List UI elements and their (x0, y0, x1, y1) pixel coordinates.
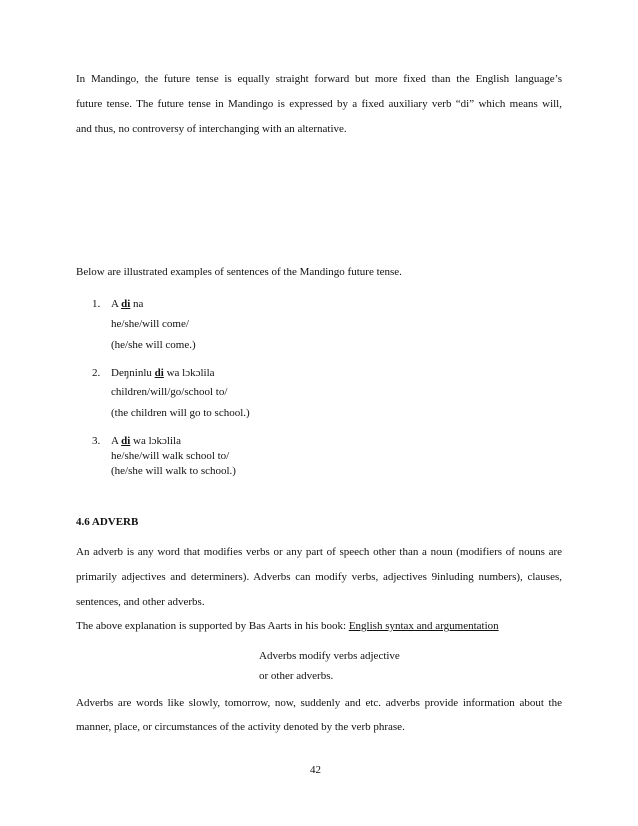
future-auxiliary: di (154, 367, 164, 379)
future-auxiliary: di (121, 298, 131, 310)
quote-line-1: Adverbs modify verbs adjective (259, 650, 400, 662)
intro-line-3: and thus, no controversy of interchanging with an alternative. (76, 123, 347, 135)
intro-line-2: future tense. The future tense in Mandingo is expressed by a fixed auxiliary verb “di” which means will, (76, 98, 562, 110)
future-auxiliary: di (121, 435, 131, 447)
book-title: English syntax and argumentation (348, 620, 499, 632)
support-line: The above explanation is supported by Bas Aarts in his book: English syntax and argumentation (76, 620, 499, 632)
example-number: 2. (92, 367, 101, 379)
example-number: 1. (92, 298, 101, 310)
example-translation: (the children will go to school.) (111, 407, 250, 419)
example-gloss: he/she/will come/ (111, 318, 189, 330)
example-gloss: children/will/go/school to/ (111, 386, 228, 398)
adverb-def-line-2: primarily adjectives and determiners). Adverbs can modify verbs, adjectives 9inluding numbers), clauses, (76, 571, 562, 583)
example-sentence: A di wa lɔkɔlila (111, 435, 181, 447)
page-number: 42 (310, 764, 321, 776)
adverb-examples-line-1: Adverbs are words like slowly, tomorrow, now, suddenly and etc. adverbs provide information about the (76, 697, 562, 709)
example-number: 3. (92, 435, 101, 447)
example-gloss: he/she/will walk school to/ (111, 450, 230, 462)
section-heading: 4.6 ADVERB (76, 516, 139, 528)
adverb-def-line-3: sentences, and other adverbs. (76, 596, 205, 608)
examples-intro: Below are illustrated examples of sentences of the Mandingo future tense. (76, 266, 402, 278)
example-sentence: Deŋninlu di wa lɔkɔlila (111, 367, 215, 379)
quote-line-2: or other adverbs. (259, 670, 334, 682)
intro-line-1: In Mandingo, the future tense is equally straight forward but more fixed than the English language’s (76, 73, 562, 85)
example-translation: (he/she will come.) (111, 339, 196, 351)
example-translation: (he/she will walk to school.) (111, 465, 236, 477)
adverb-examples-line-2: manner, place, or circumstances of the activity denoted by the verb phrase. (76, 721, 405, 733)
example-sentence: A di na (111, 298, 144, 310)
adverb-def-line-1: An adverb is any word that modifies verbs or any part of speech other than a noun (modifiers of nouns are (76, 546, 562, 558)
